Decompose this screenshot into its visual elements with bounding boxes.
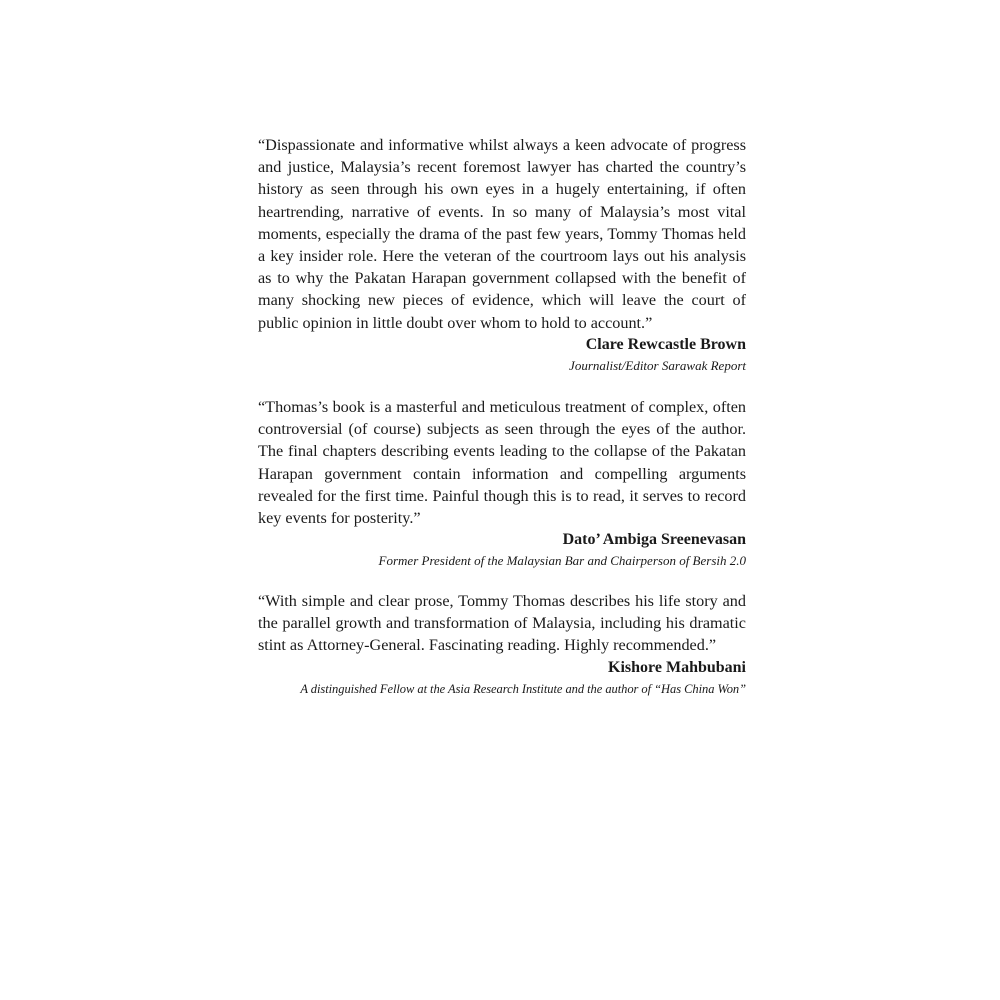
endorsement-kishore-mahbubani: [258, 590, 746, 699]
endorser-role: Journalist/Editor Sarawak Report: [569, 357, 746, 373]
endorser-name: Kishore Mahbubani: [608, 658, 746, 676]
endorsement-quote: “Thomas’s book is a masterful and meticulous treatment of complex, often controversial (of course) subjects as seen through the eyes of the author. The final chapters describing events leading to the collapse of the Pakatan Harapan government contain information and compelling arguments revealed for the first time. Painful though this is to read, it serves to record key events for posterity.”: [258, 398, 746, 528]
endorser-name: Clare Rewcastle Brown: [585, 335, 746, 353]
endorsement-quote: “Dispassionate and informative whilst always a keen advocate of progress and justice, Malaysia’s recent foremost lawyer has charted the country’s history as seen through his own eyes in a hugely entertaining, if often heartrending, narrative of events. In so many of Malaysia’s most vital moments, especially the drama of the past few years, Tommy Thomas held a key insider role. Here the veteran of the courtroom lays out his analysis as to why the Pakatan Harapan government collapsed with the benefit of many shocking new pieces of evidence, which will leave the court of public opinion in little doubt over whom to hold to account.”: [258, 136, 746, 332]
endorsement-ambiga-sreenevasan: [258, 396, 746, 571]
endorser-name: Dato’ Ambiga Sreenevasan: [562, 531, 746, 549]
endorser-role: A distinguished Fellow at the Asia Research Institute and the author of “Has China Won”: [300, 681, 746, 696]
endorsement-quote: “With simple and clear prose, Tommy Thomas describes his life story and the parallel growth and transformation of Malaysia, including his dramatic stint as Attorney-General. Fascinating reading. Highly recommended.”: [258, 592, 746, 655]
endorser-role: Former President of the Malaysian Bar and Chairperson of Bersih 2.0: [378, 553, 746, 569]
endorsement-clare-rewcastle-brown: [258, 134, 746, 376]
